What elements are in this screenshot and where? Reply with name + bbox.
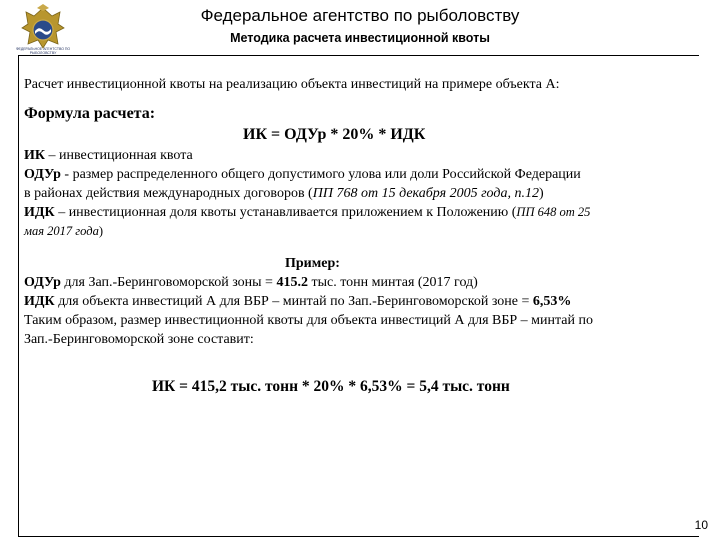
definition-odu-line-1 bbox=[24, 167, 581, 183]
term-odu: ОДУр bbox=[24, 167, 61, 182]
definition-odu-text-2: в районах действия международных договоров ( bbox=[24, 186, 313, 201]
header-divider bbox=[18, 55, 699, 56]
definition-idk-close: ) bbox=[98, 224, 103, 238]
left-border bbox=[18, 55, 19, 536]
definition-odu-line-2 bbox=[24, 186, 544, 202]
example-line-2 bbox=[24, 294, 571, 310]
example-line-1-tail: тыс. тонн минтая (2017 год) bbox=[307, 275, 478, 290]
example-line-4: Зап.-Беринговоморской зоне составит: bbox=[24, 332, 254, 347]
reference-pp-648-part-1: ПП 648 от 25 bbox=[516, 205, 591, 219]
intro-text: Расчет инвестиционной квоты на реализацию объекта инвестиций на примере объекта А: bbox=[24, 77, 560, 92]
slide-subtitle: Методика расчета инвестиционной квоты bbox=[230, 31, 490, 45]
example-odu-value: 415.2 bbox=[276, 275, 308, 290]
example-line-1 bbox=[24, 275, 478, 291]
definition-odu-text-1: - размер распределенного общего допустимого улова или доли Российской Федерации bbox=[60, 167, 581, 182]
formula-heading bbox=[24, 105, 155, 123]
term-idk: ИДК bbox=[24, 205, 55, 220]
reference-pp-768: ПП 768 от 15 декабря 2005 года, п.12 bbox=[312, 186, 539, 201]
coat-of-arms-logo-icon bbox=[14, 4, 72, 66]
example-term-odu: ОДУр bbox=[24, 275, 61, 290]
definition-ik bbox=[24, 148, 193, 164]
definition-idk-line-1 bbox=[24, 205, 590, 221]
example-line-1-text: для Зап.-Беринговоморской зоны = bbox=[60, 275, 277, 290]
logo-caption: ФЕДЕРАЛЬНОЕ АГЕНТСТВО ПО РЫБОЛОВСТВУ bbox=[15, 47, 71, 55]
example-term-idk: ИДК bbox=[24, 294, 55, 309]
definition-idk-line-2 bbox=[24, 224, 103, 239]
example-line-2-text: для объекта инвестиций А для ВБР – минтай по Зап.-Беринговоморской зоне = bbox=[54, 294, 533, 309]
term-ik: ИК bbox=[24, 148, 46, 163]
example-heading: Пример: bbox=[285, 256, 340, 271]
definition-ik-text: – инвестиционная квота bbox=[45, 148, 193, 163]
example-idk-value: 6,53% bbox=[532, 294, 572, 309]
formula-heading-label: Формула расчета: bbox=[24, 105, 156, 122]
reference-pp-648-part-2: мая 2017 года bbox=[24, 224, 99, 238]
definition-idk-text: – инвестиционная доля квоты устанавливается приложением к Положению ( bbox=[54, 205, 517, 220]
page-number: 10 bbox=[694, 518, 708, 532]
bottom-divider bbox=[18, 536, 699, 537]
definition-odu-close: ) bbox=[538, 186, 544, 201]
formula: ИК = ОДУр * 20% * ИДК bbox=[243, 126, 426, 143]
example-line-3: Таким образом, размер инвестиционной квоты для объекта инвестиций А для ВБР – минтай по bbox=[24, 313, 594, 328]
example-result: ИК = 415,2 тыс. тонн * 20% * 6,53% = 5,4 тыс. тонн bbox=[152, 378, 510, 395]
agency-title: Федеральное агентство по рыболовству bbox=[200, 6, 520, 25]
